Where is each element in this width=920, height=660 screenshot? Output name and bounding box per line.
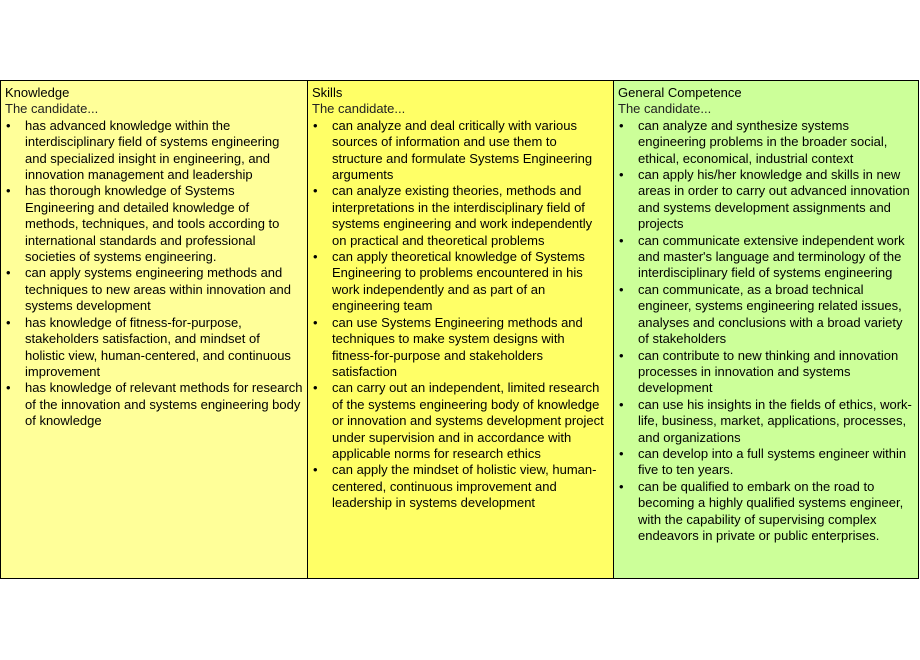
- list-item: [618, 348, 914, 397]
- bullet-icon: •: [6, 117, 11, 133]
- list-item: [312, 315, 609, 381]
- list-item: [618, 479, 914, 545]
- knowledge-column: [1, 81, 307, 578]
- bullet-icon: •: [619, 167, 624, 183]
- list-item: [618, 233, 914, 282]
- list-item-text: can communicate, as a broad technical engineer, systems engineering related issues, analyses and conclusions with a broad variety of stakeholders: [638, 281, 903, 347]
- bullet-icon: •: [313, 117, 318, 133]
- bullet-icon: •: [619, 445, 624, 461]
- learning-outcomes-table: [0, 80, 919, 579]
- list-item-text: can apply the mindset of holistic view, human-centered, continuous improvement and leadership in systems development: [332, 462, 597, 511]
- list-item-text: can analyze existing theories, methods and interpretations in the interdisciplinary field of systems engineering and work independently on practical and theoretical problems: [332, 183, 593, 248]
- list-item: [312, 380, 609, 462]
- bullet-icon: •: [313, 183, 318, 199]
- list-item: [5, 183, 303, 265]
- bullet-icon: •: [619, 281, 624, 297]
- list-item: [5, 118, 303, 184]
- list-item: [618, 118, 914, 167]
- bullet-icon: •: [6, 183, 11, 199]
- column-intro: The candidate...: [312, 101, 406, 117]
- list-item: [618, 282, 914, 348]
- list-item: [312, 118, 609, 184]
- list-item: [618, 397, 914, 446]
- list-item-text: can use his insights in the fields of ethics, work-life, business, market, applications, processes, and organizations: [638, 396, 912, 445]
- list-item-text: can carry out an independent, limited research of the systems engineering body of knowledge or innovation and systems development project under supervision and in accordance with applicable norms for research ethics: [332, 380, 604, 461]
- outcome-list: [618, 118, 914, 545]
- outcome-list: [5, 118, 303, 430]
- bullet-icon: •: [313, 462, 318, 478]
- bullet-icon: •: [313, 249, 318, 265]
- list-item: [5, 380, 303, 429]
- list-item: [5, 265, 303, 314]
- general-competence-column: [613, 81, 918, 578]
- list-item-text: can develop into a full systems engineer within five to ten years.: [638, 445, 907, 478]
- list-item-text: can be qualified to embark on the road to becoming a highly qualified systems engineer, with the capability of supervising complex endeavors in private or public enterprises.: [638, 478, 904, 543]
- list-item: [312, 462, 609, 511]
- column-intro: The candidate...: [5, 101, 99, 117]
- column-title: Skills: [312, 85, 343, 100]
- bullet-icon: •: [619, 396, 624, 412]
- list-item: [312, 249, 609, 315]
- list-item-text: can contribute to new thinking and innovation processes in innovation and systems development: [638, 347, 899, 396]
- bullet-icon: •: [6, 314, 11, 330]
- bullet-icon: •: [6, 380, 11, 396]
- column-title: Knowledge: [5, 85, 70, 100]
- list-item-text: can apply systems engineering methods and techniques to new areas within innovation and systems development: [25, 265, 291, 314]
- bullet-icon: •: [619, 478, 624, 494]
- bullet-icon: •: [313, 380, 318, 396]
- column-intro: The candidate...: [618, 101, 712, 117]
- list-item-text: has knowledge of fitness-for-purpose, stakeholders satisfaction, and mindset of holistic view, human-centered, and continuous improvement: [25, 314, 291, 379]
- list-item: [618, 167, 914, 233]
- list-item-text: can communicate extensive independent work and master's language and terminology of the interdisciplinary field of systems engineering: [638, 232, 905, 281]
- bullet-icon: •: [619, 117, 624, 133]
- list-item-text: has advanced knowledge within the interdisciplinary field of systems engineering and specialized insight in engineering, and innovation management and leadership: [25, 117, 280, 183]
- list-item-text: has thorough knowledge of Systems Engineering and detailed knowledge of methods, techniques, and tools according to international standards and professional societies of systems engineering.: [25, 183, 280, 265]
- list-item-text: can analyze and synthesize systems engineering problems in the broader social, ethical, economical, industrial context: [638, 117, 888, 166]
- bullet-icon: •: [6, 265, 11, 281]
- bullet-icon: •: [619, 347, 624, 363]
- bullet-icon: •: [313, 314, 318, 330]
- list-item-text: can apply theoretical knowledge of Systems Engineering to problems encountered in his work independently and as part of an engineering team: [332, 249, 585, 314]
- column-title: General Competence: [618, 85, 742, 100]
- list-item: [5, 315, 303, 381]
- skills-column: [307, 81, 613, 578]
- bullet-icon: •: [619, 232, 624, 248]
- list-item: [618, 446, 914, 479]
- list-item-text: can analyze and deal critically with various sources of information and use them to structure and formulate Systems Engineering arguments: [332, 117, 593, 183]
- list-item-text: can use Systems Engineering methods and techniques to make system designs with fitness-for-purpose and stakeholders satisfaction: [332, 314, 583, 379]
- list-item: [312, 183, 609, 249]
- list-item-text: has knowledge of relevant methods for research of the innovation and systems engineering body of knowledge: [25, 380, 303, 429]
- outcome-list: [312, 118, 609, 512]
- list-item-text: can apply his/her knowledge and skills in new areas in order to carry out advanced innovation and systems development assignments and projects: [638, 167, 910, 232]
